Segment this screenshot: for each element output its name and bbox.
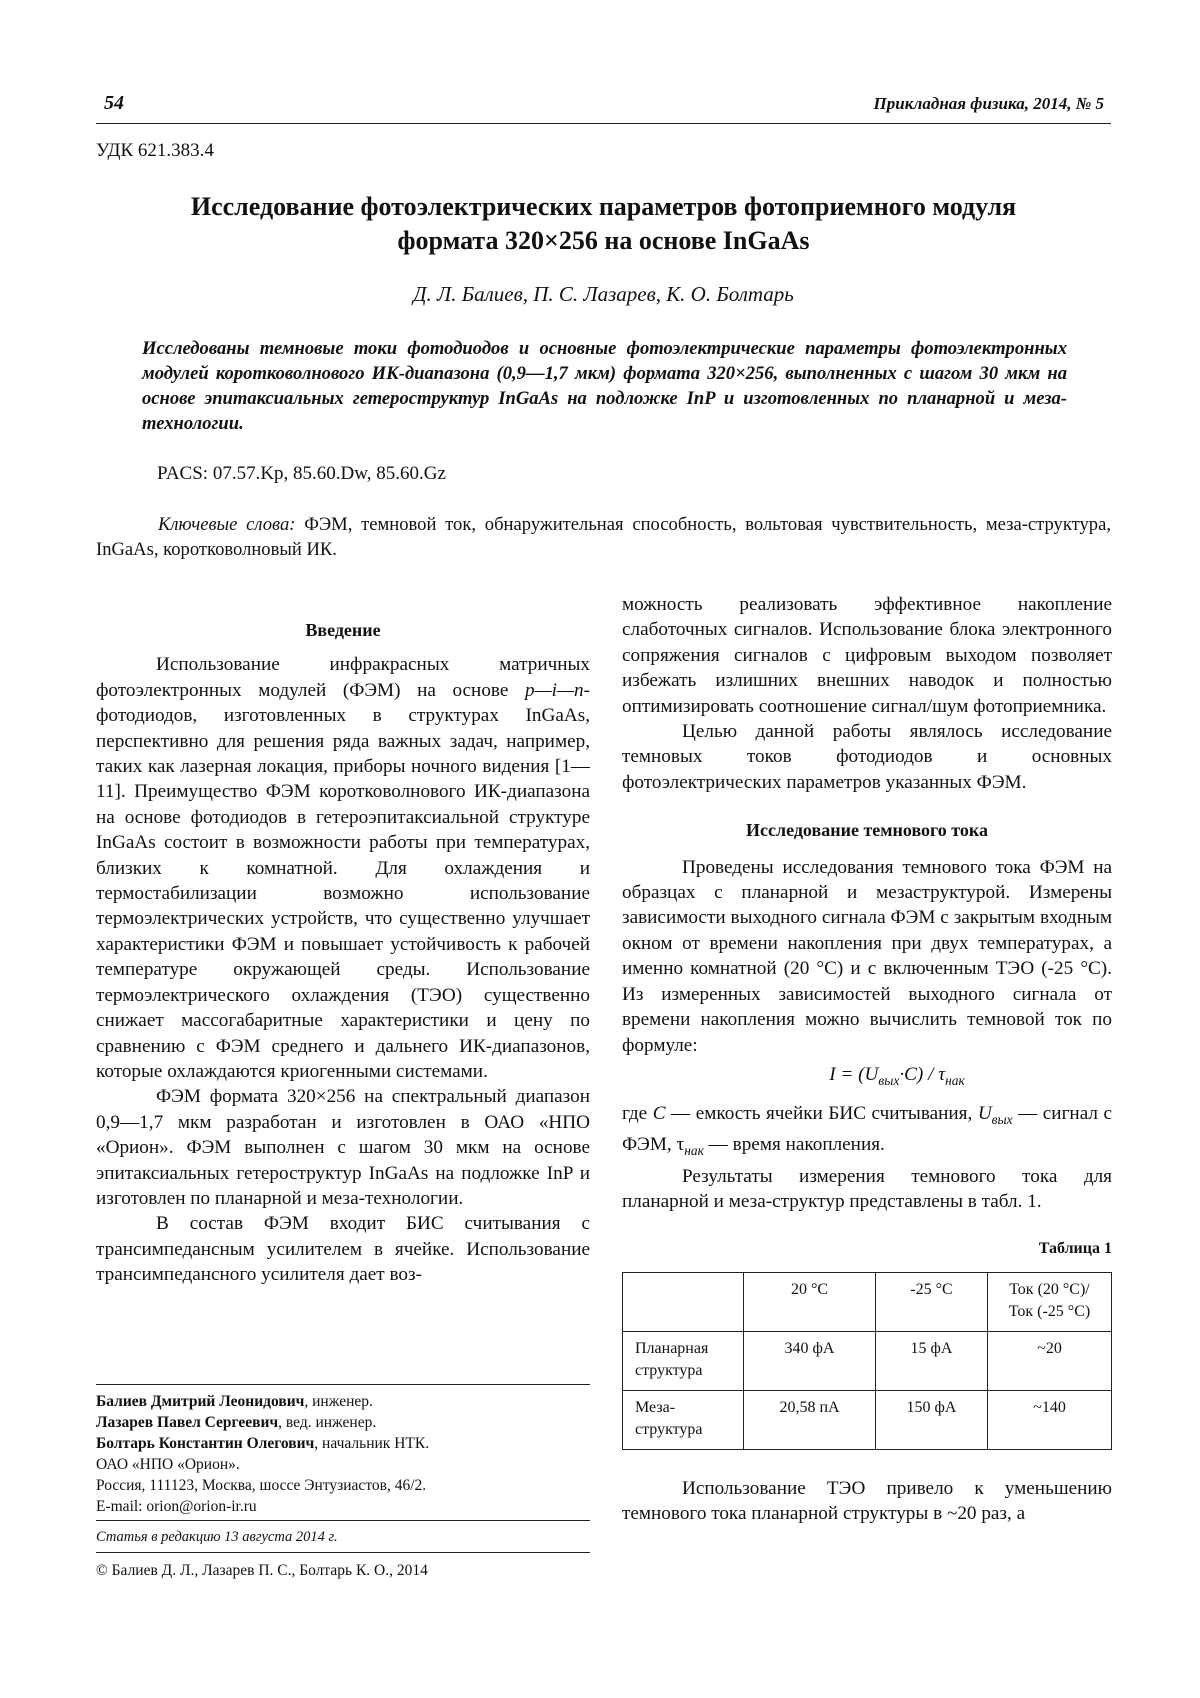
address: Россия, 111123, Москва, шоссе Энтузиастов, 46/2. <box>96 1477 427 1494</box>
keywords <box>96 512 1111 562</box>
keywords-label: Ключевые слова: <box>158 514 296 535</box>
author-1-name: Балиев Дмитрий Леонидович <box>96 1393 305 1410</box>
udk-code: УДК 621.383.4 <box>96 140 214 161</box>
where-b: — емкость ячейки БИС считывания, <box>665 1103 978 1125</box>
table-header-row <box>623 1272 1112 1331</box>
table-cell: ~20 <box>988 1331 1112 1390</box>
table-caption: Таблица 1 <box>1038 1240 1112 1258</box>
table-header-cell: -25 °С <box>876 1272 988 1331</box>
author-3-name: Болтарь Константин Олегович <box>96 1435 315 1452</box>
where-C: C <box>652 1103 666 1125</box>
page-number: 54 <box>104 92 124 114</box>
table-cell: Планарная структура <box>623 1331 744 1390</box>
table-header-cell: Ток (20 °С)/ Ток (-25 °С) <box>988 1272 1112 1331</box>
formula-part-b: ·C) / τ <box>899 1063 946 1085</box>
author-2-role: , вед. инженер. <box>278 1414 377 1431</box>
formula-sub-acc: нак <box>945 1072 965 1088</box>
author-3-info <box>96 1433 590 1454</box>
dark-current-heading: Исследование темнового тока <box>746 820 988 841</box>
copyright-rule <box>96 1552 590 1553</box>
table-row <box>623 1331 1112 1390</box>
dark-current-table <box>622 1272 1112 1450</box>
intro-heading: Введение <box>305 620 381 640</box>
table-cell: 20,58 пА <box>744 1390 876 1449</box>
keywords-text: ФЭМ, темновой ток, обнаружительная способность, вольтовая чувствительность, меза-структура, InGaAs, коротковолновый ИК. <box>96 514 1112 560</box>
left-column <box>96 618 590 1288</box>
table-header-cell <box>623 1272 744 1331</box>
dark-current-formula <box>622 1062 1112 1093</box>
where-tau-sub: нак <box>684 1143 704 1159</box>
authors: Д. Л. Балиев, П. С. Лазарев, К. О. Болтарь <box>413 282 794 306</box>
header-rule <box>96 123 1111 124</box>
dark-current-paragraph: Проведены исследования темнового тока ФЭМ на образцах с планарной и мезаструктурой. Измерены зависимости выходного сигнала ФЭМ с закрытым входным окном от времени накопления при двух температурах, а именно комнатной (20 °С) и с включенным ТЭО (-25 °С). Из измеренных зависимостей выходного сигнала от времени накопления можно вычислить темновой ток по формуле: <box>622 856 1112 1056</box>
intro-p1-part-a: Использование инфракрасных матричных фотоэлектронных модулей (ФЭМ) на основе <box>96 654 590 701</box>
journal-title: Прикладная физика, 2014, № 5 <box>873 94 1104 113</box>
where-U: U <box>977 1103 992 1125</box>
footnote-rule <box>96 1384 590 1385</box>
author-info <box>96 1391 590 1517</box>
table-cell: Меза-структура <box>623 1390 744 1449</box>
intro-paragraph-1 <box>96 652 590 1084</box>
author-2-info <box>96 1412 590 1433</box>
email: E-mail: orion@orion-ir.ru <box>96 1498 257 1515</box>
formula-part-a: I = (U <box>829 1063 879 1085</box>
formula-sub-out: вых <box>878 1072 900 1088</box>
author-3-role: , начальник НТК. <box>314 1435 430 1452</box>
where-a: где <box>622 1103 653 1125</box>
table-cell: 150 фА <box>876 1390 988 1449</box>
table-cell: ~140 <box>988 1390 1112 1449</box>
abstract: Исследованы темновые токи фотодиодов и основные фотоэлектрические параметры фотоэлектронных модулей коротковолнового ИК-диапазона (0,9—1,7 мкм) формата 320×256, выполненных с шагом 30 мкм на основе эпитаксиальных гетероструктур InGaAs на подложке InP и изготовленных по планарной и меза-технологии. <box>142 338 1067 434</box>
final-paragraph: Использование ТЭО привело к уменьшению темнового тока планарной структуры в ~20 раз, а <box>622 1477 1112 1525</box>
intro-p1-part-b: -фотодиодов, изготовленных в структурах InGaAs, перспективно для решения ряда важных задач, например, таких как лазерная локация, приборы ночного видения [1—11]. Преимущество ФЭМ коротковолнового ИК-диапазона на основе фотодиодов в гетероэпитаксиальной структуре InGaAs состоит в возможности работы при температурах, близких к комнатной. Для охлаждения и термостабилизации возможно использование термоэлектрических устройств, что существенно улучшает характеристики ФЭМ и повышает устойчивость к рабочей температуре окружающей среды. Использование термоэлектрического охлаждения (ТЭО) существенно снижает массогабаритные характеристики и цену по сравнению с ФЭМ среднего и дальнего ИК-диапазонов, которые охлаждаются криогенными системами. <box>96 679 590 1082</box>
received-date: Статья в редакцию 13 августа 2014 г. <box>96 1529 338 1545</box>
organization: ОАО «НПО «Орион». <box>96 1456 240 1473</box>
intro-p1-pin: p—i—n <box>524 679 584 701</box>
copyright: © Балиев Д. Л., Лазарев П. С., Болтарь К. О., 2014 <box>96 1562 428 1579</box>
goal-paragraph: Целью данной работы являлось исследование темновых токов фотодиодов и основных фотоэлектрических параметров указанных ФЭМ. <box>622 721 1112 793</box>
table-header-cell: 20 °С <box>744 1272 876 1331</box>
where-d: — время накопления. <box>703 1134 885 1156</box>
author-1-role: , инженер. <box>304 1393 373 1410</box>
received-rule <box>96 1520 590 1521</box>
title-line-1: Исследование фотоэлектрических параметров фотоприемного модуля <box>190 192 1017 221</box>
title-line-2: формата 320×256 на основе InGaAs <box>397 226 810 255</box>
author-2-name: Лазарев Павел Сергеевич <box>96 1414 279 1431</box>
where-c: — сигнал с ФЭМ, τ <box>622 1103 1112 1156</box>
results-paragraph: Результаты измерения темнового тока для планарной и меза-структур представлены в табл. 1. <box>622 1165 1112 1213</box>
article-title <box>96 190 1111 258</box>
where-U-sub: вых <box>991 1111 1013 1127</box>
right-column <box>622 592 1112 1527</box>
continued-paragraph: можность реализовать эффективное накопление слаботочных сигналов. Использование блока электронного сопряжения сигналов с цифровым выходом позволяет избежать излишних внешних наводок и полностью оптимизировать соотношение сигнал/шум фотоприемника. <box>622 594 1112 717</box>
table-row <box>623 1390 1112 1449</box>
intro-paragraph-3: В состав ФЭМ входит БИС считывания с трансимпедансным усилителем в ячейке. Использование трансимпедансного усилителя дает воз- <box>96 1213 590 1286</box>
formula-explanation <box>622 1101 1112 1163</box>
table-cell: 15 фА <box>876 1331 988 1390</box>
author-1-info <box>96 1391 590 1412</box>
intro-paragraph-2: ФЭМ формата 320×256 на спектральный диапазон 0,9—1,7 мкм разработан и изготовлен в ОАО «НПО «Орион». ФЭМ выполнен с шагом 30 мкм на основе эпитаксиальных гетероструктур InGaAs на подложке InP и изготовлен по планарной и меза-технологии. <box>96 1086 590 1209</box>
table-cell: 340 фА <box>744 1331 876 1390</box>
pacs-codes: PACS: 07.57.Kp, 85.60.Dw, 85.60.Gz <box>157 463 446 484</box>
